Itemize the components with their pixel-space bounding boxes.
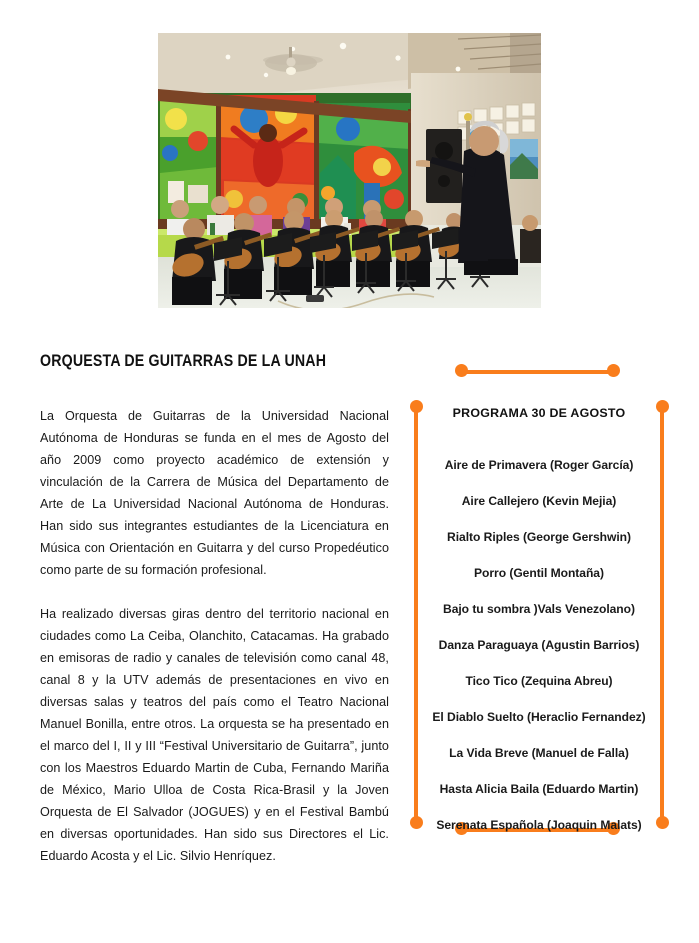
article-column xyxy=(40,352,389,867)
frame-dot-left-top xyxy=(410,400,423,413)
program-item: Serenata Española (Joaquin Malats) xyxy=(436,818,642,832)
frame-dot-right-bottom xyxy=(656,816,669,829)
article-paragraph-2: Ha realizado diversas giras dentro del territorio nacional en ciudades como La Ceiba, Olanchito, Catacamas. Ha grabado en emisoras de radio y canales de televisión como canal 48, canal 8 y la UTV además de presentaciones en vivo en diversas salas y teatros del país como el Teatro Nacional Manuel Bonilla, entre otros. La orquesta se ha presentado en el marco del I, II y III “Festival Universitario de Guitarra”, junto con los Maestros Eduardo Martin de Cuba, Fernando Mariña de México, Mario Ulloa de Costa Rica-Brasil y la Joven Orquesta de El Salvador (JOGUES) y en el Festival Bambú en diversas oportunidades. Han sido sus Directores el Lic. Eduardo Acosta y el Lic. Silvio Henríquez. xyxy=(40,607,389,863)
program-item: Tico Tico (Zequina Abreu) xyxy=(465,674,613,688)
frame-line-left xyxy=(414,406,418,822)
program-item: Rialto Riples (George Gershwin) xyxy=(447,530,631,544)
program-content xyxy=(422,406,656,832)
concert-photo xyxy=(158,33,541,308)
program-item: El Diablo Suelto (Heraclio Fernandez) xyxy=(432,710,646,724)
program-item: Danza Paraguaya (Agustin Barrios) xyxy=(438,638,640,652)
frame-dot-right-top xyxy=(656,400,669,413)
frame-dot-top-right xyxy=(607,364,620,377)
frame-dot-left-bottom xyxy=(410,816,423,829)
frame-line-right xyxy=(660,406,664,822)
program-item: Aire de Primavera (Roger García) xyxy=(444,458,634,472)
program-item: Hasta Alicia Baila (Eduardo Martin) xyxy=(439,782,639,796)
page-title: ORQUESTA DE GUITARRAS DE LA UNAH xyxy=(40,352,327,370)
program-item: Aire Callejero (Kevin Mejia) xyxy=(461,494,617,508)
concert-photo-image xyxy=(158,33,541,308)
article-paragraph-1: La Orquesta de Guitarras de la Universidad Nacional Autónoma de Honduras se funda en el mes de Agosto del año 2009 como proyecto académico de extensión y vinculación de la Carrera de Música del Departamento de Arte de La Universidad Nacional Autónoma de Honduras. Han sido sus integrantes estudiantes de la Licenciatura en Música con Orientación en Guitarra y del curso Propedéutico como parte de su formación profesional. xyxy=(40,409,389,577)
program-item: Bajo tu sombra )Vals Venezolano) xyxy=(443,602,635,616)
program-heading: PROGRAMA 30 DE AGOSTO xyxy=(452,406,626,420)
program-panel xyxy=(410,364,668,834)
program-item: La Vida Breve (Manuel de Falla) xyxy=(449,746,629,760)
frame-dot-top-left xyxy=(455,364,468,377)
frame-line-top xyxy=(462,370,614,374)
program-item: Porro (Gentil Montaña) xyxy=(474,566,604,580)
